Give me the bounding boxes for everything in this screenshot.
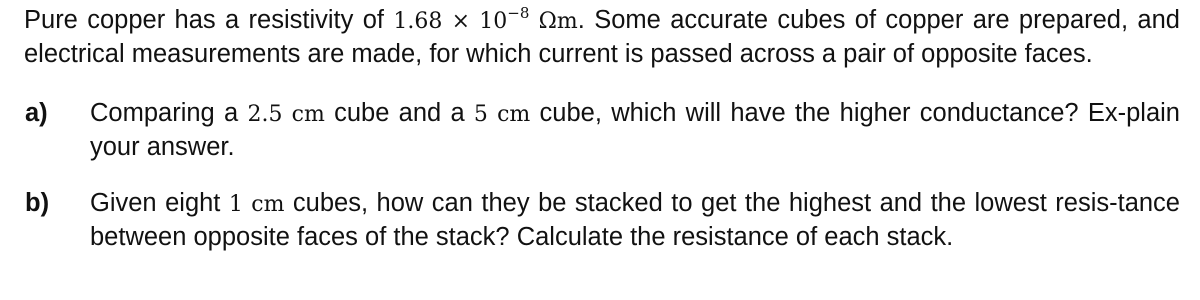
resistivity-exponent: −8 <box>507 4 530 22</box>
question-b-text-2: cubes, how can they be stacked to get the highest and the lowest resis-tance between opposite faces of the stack? Calculate the resistance of each stack. <box>90 189 1180 251</box>
question-a <box>24 97 1180 163</box>
resistivity-coefficient: 1.68 × 10 <box>393 9 508 34</box>
cube-size-large: 5 cm <box>473 102 531 127</box>
question-a-text <box>90 97 1180 163</box>
question-b <box>24 187 1180 253</box>
question-a-label: a) <box>25 99 48 127</box>
cube-size-unit: 1 cm <box>228 192 285 217</box>
question-a-text-3: cube, which will have the higher conductance? Ex-plain your answer. <box>90 99 1180 161</box>
intro-paragraph <box>24 4 1180 70</box>
question-b-text-1: Given eight <box>90 189 229 217</box>
resistivity-value <box>393 4 578 34</box>
problem-document <box>24 4 1180 253</box>
resistivity-unit: Ωm <box>529 9 578 34</box>
question-b-label: b) <box>25 189 50 217</box>
intro-text-start: Pure copper has a resistivity of <box>24 6 394 34</box>
question-a-text-1: Comparing a <box>90 99 248 127</box>
intro-text-end: . Some accurate cubes of copper are prepared, and electrical measurements are made, for which current is passed across a pair of opposite faces. <box>24 6 1180 68</box>
cube-size-small: 2.5 cm <box>247 102 325 127</box>
question-b-text <box>90 187 1180 253</box>
question-a-text-2: cube and a <box>324 99 474 127</box>
